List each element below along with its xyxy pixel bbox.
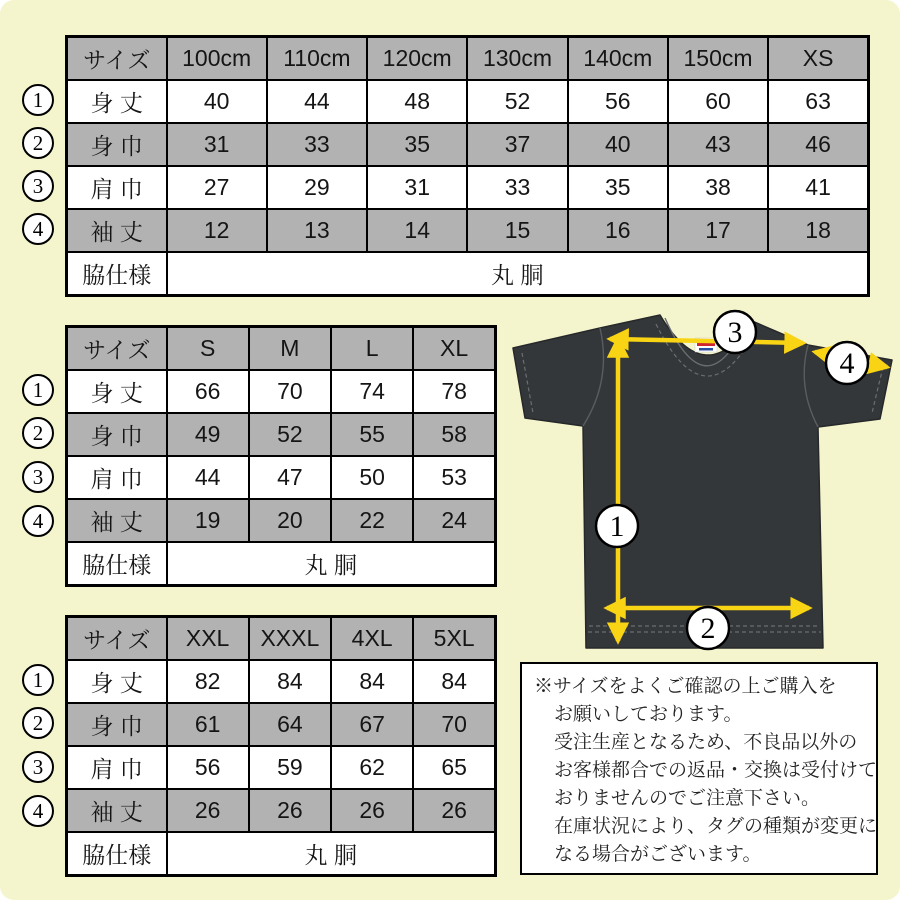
- cell: 35: [568, 166, 668, 209]
- cell: 61: [167, 703, 249, 746]
- marker-digit: 3: [32, 464, 44, 489]
- cell: 84: [413, 660, 495, 703]
- marker-digit: 1: [609, 510, 625, 543]
- circled-number-2: [22, 417, 54, 449]
- header-cell: 5XL: [413, 617, 495, 661]
- tshirt-measurement-diagram: [495, 305, 900, 655]
- header-cell: 100cm: [167, 37, 267, 81]
- table-row: [67, 123, 869, 166]
- cell: 82: [167, 660, 249, 703]
- table-footer-row: [67, 252, 869, 296]
- note-line: ※サイズをよくご確認の上ご購入を: [534, 676, 837, 697]
- cell: 丸 胴: [167, 542, 496, 586]
- table-row: [67, 746, 496, 789]
- note-line: お客様都合での返品・交換は受付けて: [554, 760, 878, 781]
- marker-digit: 4: [32, 508, 44, 533]
- row-label-cell: 身 巾: [67, 703, 167, 746]
- cell: 62: [331, 746, 413, 789]
- marker-digit: 1: [32, 87, 44, 112]
- cell: 19: [167, 499, 249, 542]
- marker-digit: 2: [32, 420, 44, 445]
- cell: 48: [367, 80, 467, 123]
- row-label-cell: 身 巾: [67, 123, 167, 166]
- header-cell: 120cm: [367, 37, 467, 81]
- cell: 丸 胴: [167, 252, 869, 296]
- cell: 26: [249, 789, 331, 832]
- header-cell: 4XL: [331, 617, 413, 661]
- cell: 15: [467, 209, 567, 252]
- diagram-marker-sleeve-length: [826, 342, 868, 384]
- cell: 20: [249, 499, 331, 542]
- header-cell: L: [331, 327, 413, 371]
- cell: 46: [768, 123, 868, 166]
- note-line: 在庫状況により、タグの種類が変更に: [554, 816, 878, 837]
- cell: 65: [413, 746, 495, 789]
- cell: 29: [267, 166, 367, 209]
- header-cell: S: [167, 327, 249, 371]
- cell: 31: [167, 123, 267, 166]
- size-table-big: [65, 615, 497, 877]
- diagram-marker-shoulder-width: [714, 311, 756, 353]
- row-label-cell: 袖 丈: [67, 789, 167, 832]
- cell: 58: [413, 413, 495, 456]
- cell: 47: [249, 456, 331, 499]
- cell: 33: [467, 166, 567, 209]
- table-row: [67, 789, 496, 832]
- row-label-cell: 肩 巾: [67, 456, 167, 499]
- table-row: [67, 456, 496, 499]
- table-header-row: [67, 327, 496, 371]
- cell: 84: [249, 660, 331, 703]
- cell: 26: [413, 789, 495, 832]
- table-footer-row: [67, 832, 496, 876]
- row-label-cell: 袖 丈: [67, 209, 167, 252]
- table-row: [67, 370, 496, 413]
- cell: 41: [768, 166, 868, 209]
- cell: 56: [568, 80, 668, 123]
- marker-digit: 3: [727, 316, 743, 349]
- size-table-kids: [65, 35, 870, 297]
- cell: 26: [167, 789, 249, 832]
- note-line: お願いしております。: [554, 704, 743, 725]
- cell: 24: [413, 499, 495, 542]
- cell: 16: [568, 209, 668, 252]
- table-row: [67, 660, 496, 703]
- header-cell: サイズ: [67, 327, 167, 371]
- circled-number-2: [22, 127, 54, 159]
- table-row: [67, 413, 496, 456]
- note-line: 受注生産となるため、不良品以外の: [554, 732, 858, 753]
- cell: 50: [331, 456, 413, 499]
- table-row: [67, 166, 869, 209]
- table-footer-row: [67, 542, 496, 586]
- cell: 56: [167, 746, 249, 789]
- cell: 74: [331, 370, 413, 413]
- cell: 33: [267, 123, 367, 166]
- circled-number-1: [22, 664, 54, 696]
- size-table-adult: [65, 325, 497, 587]
- cell: 35: [367, 123, 467, 166]
- cell: 60: [668, 80, 768, 123]
- circled-number-4: [22, 795, 54, 827]
- cell: 40: [167, 80, 267, 123]
- cell: 14: [367, 209, 467, 252]
- circled-number-3: [22, 170, 54, 202]
- cell: 70: [249, 370, 331, 413]
- table-row: [67, 499, 496, 542]
- table-row: [67, 703, 496, 746]
- purchase-note-box: [520, 662, 878, 875]
- row-label-cell: 身 丈: [67, 660, 167, 703]
- header-cell: M: [249, 327, 331, 371]
- circled-number-4: [22, 505, 54, 537]
- header-cell: 150cm: [668, 37, 768, 81]
- cell: 53: [413, 456, 495, 499]
- cell: 17: [668, 209, 768, 252]
- cell: 84: [331, 660, 413, 703]
- cell: 66: [167, 370, 249, 413]
- table-row: [67, 209, 869, 252]
- cell: 26: [331, 789, 413, 832]
- cell: 67: [331, 703, 413, 746]
- header-cell: XS: [768, 37, 868, 81]
- table-header-row: [67, 617, 496, 661]
- marker-digit: 4: [32, 798, 44, 823]
- header-cell: 110cm: [267, 37, 367, 81]
- cell: 43: [668, 123, 768, 166]
- cell: 70: [413, 703, 495, 746]
- header-cell: XXXL: [249, 617, 331, 661]
- row-label-cell: 身 丈: [67, 370, 167, 413]
- circled-number-4: [22, 213, 54, 245]
- cell: 22: [331, 499, 413, 542]
- header-cell: XXL: [167, 617, 249, 661]
- marker-digit: 1: [32, 377, 44, 402]
- marker-digit: 2: [32, 710, 44, 735]
- header-cell: サイズ: [67, 37, 167, 81]
- cell: 78: [413, 370, 495, 413]
- cell: 55: [331, 413, 413, 456]
- diagram-marker-body-width: [687, 607, 729, 649]
- cell: 12: [167, 209, 267, 252]
- cell: 52: [467, 80, 567, 123]
- circled-number-3: [22, 751, 54, 783]
- circled-number-2: [22, 707, 54, 739]
- cell: 丸 胴: [167, 832, 496, 876]
- header-cell: 130cm: [467, 37, 567, 81]
- marker-digit: 3: [32, 173, 44, 198]
- circled-number-3: [22, 461, 54, 493]
- marker-digit: 3: [32, 754, 44, 779]
- cell: 18: [768, 209, 868, 252]
- cell: 37: [467, 123, 567, 166]
- cell: 52: [249, 413, 331, 456]
- row-label-cell: 脇仕様: [67, 832, 167, 876]
- circled-number-1: [22, 374, 54, 406]
- row-label-cell: 身 丈: [67, 80, 167, 123]
- cell: 49: [167, 413, 249, 456]
- row-label-cell: 脇仕様: [67, 252, 167, 296]
- cell: 38: [668, 166, 768, 209]
- row-label-cell: 肩 巾: [67, 746, 167, 789]
- table-header-row: [67, 37, 869, 81]
- diagram-marker-body-length: [596, 505, 638, 547]
- table-row: [67, 80, 869, 123]
- row-label-cell: 肩 巾: [67, 166, 167, 209]
- note-line: なる場合がございます。: [554, 844, 762, 865]
- marker-digit: 1: [32, 667, 44, 692]
- row-label-cell: 身 巾: [67, 413, 167, 456]
- cell: 44: [267, 80, 367, 123]
- row-label-cell: 脇仕様: [67, 542, 167, 586]
- header-cell: XL: [413, 327, 495, 371]
- cell: 31: [367, 166, 467, 209]
- marker-digit: 2: [700, 612, 716, 645]
- row-label-cell: 袖 丈: [67, 499, 167, 542]
- cell: 44: [167, 456, 249, 499]
- marker-digit: 2: [32, 130, 44, 155]
- cell: 64: [249, 703, 331, 746]
- header-cell: サイズ: [67, 617, 167, 661]
- marker-digit: 4: [32, 216, 44, 241]
- note-line: おりませんのでご注意下さい。: [554, 788, 821, 809]
- cell: 40: [568, 123, 668, 166]
- circled-number-1: [22, 84, 54, 116]
- cell: 27: [167, 166, 267, 209]
- cell: 63: [768, 80, 868, 123]
- header-cell: 140cm: [568, 37, 668, 81]
- marker-digit: 4: [839, 347, 855, 380]
- cell: 13: [267, 209, 367, 252]
- cell: 59: [249, 746, 331, 789]
